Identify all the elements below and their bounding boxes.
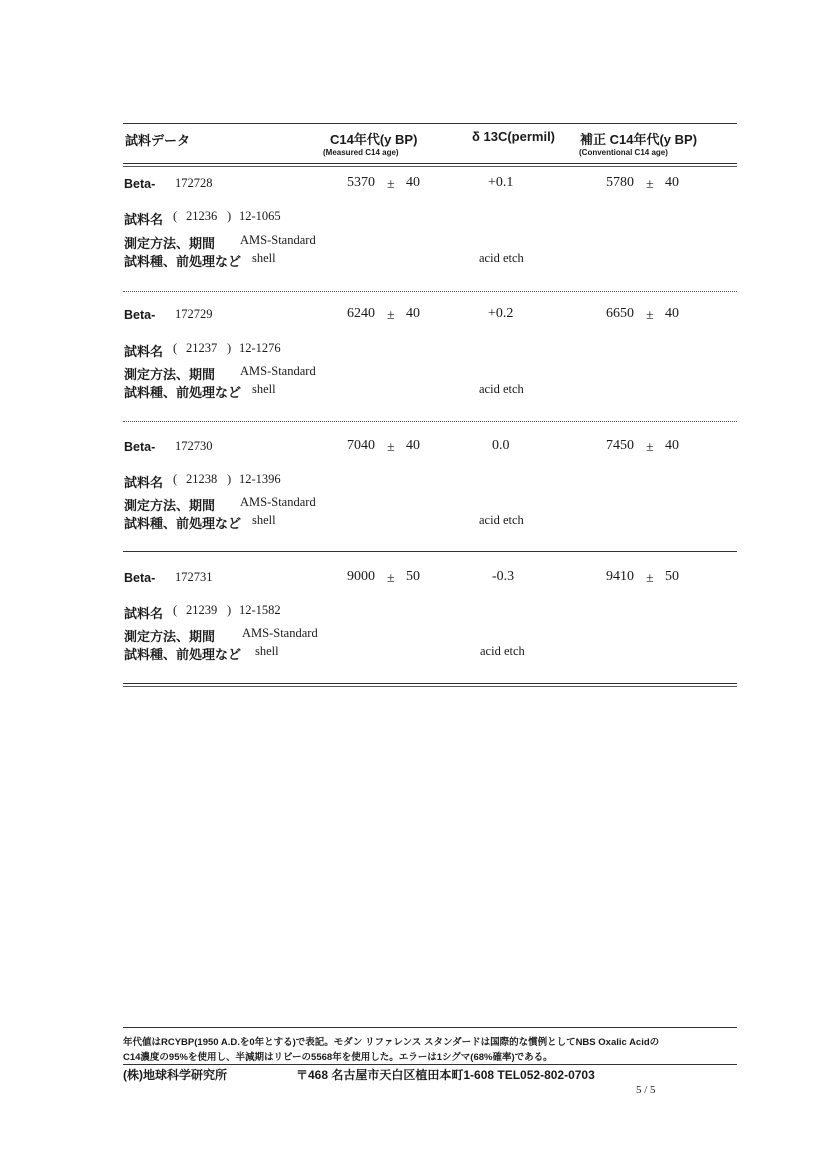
beta-label: Beta-: [124, 571, 156, 585]
conventional-error: 40: [665, 175, 679, 190]
method-value: AMS-Standard: [240, 364, 316, 378]
conventional-error: 40: [665, 438, 679, 453]
method-label: 測定方法、期間: [124, 629, 216, 644]
row-separator: [123, 551, 737, 552]
pretreatment-value: acid etch: [480, 644, 525, 658]
page-number: 5 / 5: [636, 1084, 656, 1096]
sample-type-label: 試料種、前処理など: [124, 647, 242, 662]
beta-id: 172729: [175, 307, 213, 321]
method-value: AMS-Standard: [240, 495, 316, 509]
conventional-age: 7450: [606, 438, 634, 453]
sample-number: 21239: [186, 603, 218, 617]
material-value: shell: [252, 513, 276, 527]
conventional-age: 6650: [606, 306, 634, 321]
sample-name-label: 試料名: [124, 212, 164, 227]
sample-type-label: 試料種、前処理など: [124, 385, 242, 400]
material-value: shell: [252, 251, 276, 265]
beta-label: Beta-: [124, 440, 156, 454]
sample-number: 21236: [186, 209, 218, 223]
plus-minus-sign: ±: [387, 177, 395, 192]
measured-error: 40: [406, 175, 420, 190]
column-header-conventional-age: 補正 C14年代(y BP): [580, 132, 698, 147]
delta13c-value: +0.2: [488, 306, 514, 321]
paren-close: ): [227, 209, 232, 223]
plus-minus-sign: ±: [387, 440, 395, 455]
plus-minus-sign: ±: [646, 177, 654, 192]
plus-minus-sign: ±: [646, 571, 654, 586]
column-subheader-measured-age: (Measured C14 age): [323, 148, 399, 157]
beta-label: Beta-: [124, 308, 156, 322]
conventional-age: 5780: [606, 175, 634, 190]
header-bottom-rule: [123, 163, 737, 167]
material-value: shell: [255, 644, 279, 658]
paren-open: (: [173, 209, 178, 223]
footer-note-line-2: C14濃度の95%を使用し、半減期はリビーの5568年を使用した。エラーは1シグマ(68%確率)である。: [123, 1052, 553, 1063]
footer-top-rule: [123, 1027, 737, 1028]
sample-number: 21238: [186, 472, 218, 486]
beta-label: Beta-: [124, 177, 156, 191]
beta-id: 172728: [175, 176, 213, 190]
sample-name-label: 試料名: [124, 475, 164, 490]
conventional-error: 40: [665, 306, 679, 321]
column-header-measured-age: C14年代(y BP): [330, 132, 418, 147]
column-header-delta13c: δ 13C(permil): [472, 129, 556, 144]
organization-name: (株)地球科学研究所: [123, 1068, 227, 1082]
table-bottom-rule: [123, 683, 737, 687]
paren-open: (: [173, 603, 178, 617]
paren-close: ): [227, 472, 232, 486]
sample-code: 12-1065: [239, 209, 281, 223]
paren-open: (: [173, 472, 178, 486]
plus-minus-sign: ±: [646, 440, 654, 455]
method-value: AMS-Standard: [240, 233, 316, 247]
pretreatment-value: acid etch: [479, 382, 524, 396]
paren-close: ): [227, 603, 232, 617]
delta13c-value: -0.3: [492, 569, 515, 584]
method-label: 測定方法、期間: [124, 367, 216, 382]
organization-address: 〒468 名古屋市天白区植田本町1-608 TEL052-802-0703: [296, 1068, 595, 1082]
plus-minus-sign: ±: [646, 308, 654, 323]
plus-minus-sign: ±: [387, 571, 395, 586]
sample-number: 21237: [186, 341, 218, 355]
conventional-error: 50: [665, 569, 679, 584]
beta-id: 172730: [175, 439, 213, 453]
measured-age: 5370: [347, 175, 375, 190]
sample-type-label: 試料種、前処理など: [124, 516, 242, 531]
beta-id: 172731: [175, 570, 213, 584]
plus-minus-sign: ±: [387, 308, 395, 323]
pretreatment-value: acid etch: [479, 251, 524, 265]
sample-type-label: 試料種、前処理など: [124, 254, 242, 269]
sample-name-label: 試料名: [124, 344, 164, 359]
measured-age: 9000: [347, 569, 375, 584]
measured-error: 40: [406, 438, 420, 453]
sample-code: 12-1276: [239, 341, 281, 355]
material-value: shell: [252, 382, 276, 396]
footer-org-rule: [123, 1064, 737, 1065]
measured-error: 40: [406, 306, 420, 321]
delta13c-value: 0.0: [492, 438, 510, 453]
column-header-sample-data: 試料データ: [125, 133, 191, 148]
row-separator: [123, 291, 737, 292]
method-label: 測定方法、期間: [124, 498, 216, 513]
sample-code: 12-1582: [239, 603, 281, 617]
sample-name-label: 試料名: [124, 606, 164, 621]
sample-code: 12-1396: [239, 472, 281, 486]
delta13c-value: +0.1: [488, 175, 514, 190]
paren-close: ): [227, 341, 232, 355]
method-label: 測定方法、期間: [124, 236, 216, 251]
pretreatment-value: acid etch: [479, 513, 524, 527]
row-separator: [123, 421, 737, 422]
measured-age: 6240: [347, 306, 375, 321]
measured-age: 7040: [347, 438, 375, 453]
paren-open: (: [173, 341, 178, 355]
column-subheader-conventional-age: (Conventional C14 age): [579, 148, 668, 157]
measured-error: 50: [406, 569, 420, 584]
method-value: AMS-Standard: [242, 626, 318, 640]
conventional-age: 9410: [606, 569, 634, 584]
footer-note-line-1: 年代値はRCYBP(1950 A.D.を0年とする)で表記。モダン リファレンス スタンダードは国際的な慣例としてNBS Oxalic Acidの: [123, 1037, 660, 1048]
header-top-rule: [123, 123, 737, 124]
